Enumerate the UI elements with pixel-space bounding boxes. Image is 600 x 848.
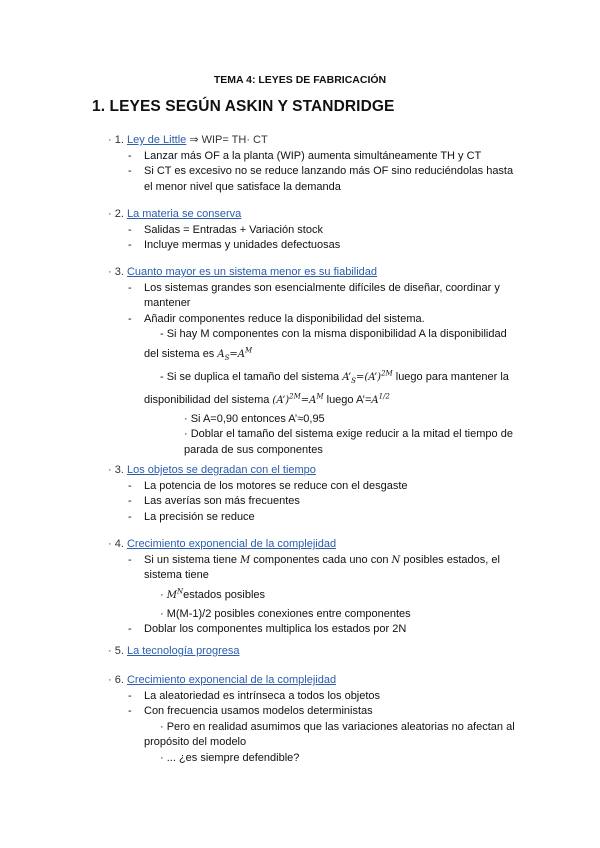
list-item: - Lanzar más OF a la planta (WIP) aumenta simultáneamente TH y CT bbox=[108, 149, 528, 165]
law-link[interactable]: Crecimiento exponencial de la complejidad bbox=[126, 538, 337, 550]
list-item: - Si un sistema tiene M componentes cada uno con N posibles estados, el bbox=[108, 553, 528, 569]
law-heading: · 4. Crecimiento exponencial de la complejidad bbox=[108, 538, 337, 550]
law-heading: · 1. Ley de Little ⇒ WIP= TH· CT bbox=[108, 134, 268, 146]
law-conservation bbox=[108, 207, 528, 254]
list-item-continued: sistema tiene bbox=[144, 569, 209, 581]
sub-item-continued: del sistema es $A_S=A^M$ bbox=[144, 346, 253, 362]
law-heading: · 2. La materia se conserva bbox=[108, 208, 242, 220]
list-item: - Las averías son más frecuentes bbox=[108, 494, 528, 510]
law-link[interactable]: La tecnología progresa bbox=[126, 645, 240, 657]
section-heading: 1. LEYES SEGÚN ASKIN Y STANDRIDGE bbox=[92, 98, 395, 115]
sub-item: - Si hay M componentes con la misma disponibilidad A la disponibilidad bbox=[160, 328, 507, 340]
list-item: - Los sistemas grandes son esencialmente difíciles de diseñar, coordinar y bbox=[108, 281, 528, 297]
list-item: - Añadir componentes reduce la disponibilidad del sistema. bbox=[108, 312, 528, 328]
sub-item: · M(M-1)/2 posibles conexiones entre componentes bbox=[160, 607, 411, 620]
law-technology bbox=[108, 644, 528, 660]
law-reliability bbox=[108, 265, 528, 458]
list-item: - La precisión se reduce bbox=[108, 510, 528, 526]
sub-item-continued: propósito del modelo bbox=[144, 736, 247, 748]
law-link[interactable]: Cuanto mayor es un sistema menor es su fiabilidad bbox=[126, 266, 378, 278]
document-title: TEMA 4: LEYES DE FABRICACIÓN bbox=[213, 74, 387, 86]
list-item: - Incluye mermas y unidades defectuosas bbox=[108, 238, 528, 254]
symbol-n: N bbox=[391, 554, 401, 566]
law-link[interactable]: La materia se conserva bbox=[126, 208, 242, 220]
list-item-continued: mantener bbox=[144, 297, 191, 309]
sub-item: · $M^Nestados$ posibles bbox=[160, 587, 266, 601]
law-little bbox=[108, 133, 528, 195]
sub-item: · Pero en realidad asumimos que las variaciones aleatorias no afectan al bbox=[160, 720, 515, 733]
law-link[interactable]: Ley de Little bbox=[126, 134, 187, 146]
law-heading: · 5. La tecnología progresa bbox=[108, 645, 240, 657]
law-heading: · 3. Cuanto mayor es un sistema menor es su fiabilidad bbox=[108, 266, 378, 278]
sub-sub-item-continued: parada de sus componentes bbox=[184, 443, 323, 456]
sub-sub-item: · Doblar el tamaño del sistema exige reducir a la mitad el tiempo de bbox=[184, 428, 513, 440]
sub-item: · ... ¿es siempre defendible? bbox=[160, 751, 300, 764]
law-heading: · 3. Los objetos se degradan con el tiempo bbox=[108, 464, 316, 476]
law-randomness bbox=[108, 673, 528, 766]
list-item-continued: el menor nivel que satisface la demanda bbox=[144, 180, 341, 193]
list-item: - Si CT es excesivo no se reduce lanzando más OF sino reduciéndolas hasta bbox=[108, 164, 528, 180]
list-item: - Salidas = Entradas + Variación stock bbox=[108, 223, 528, 239]
formula-sqrt: $A^{1/2}$ bbox=[371, 392, 390, 406]
law-degradation bbox=[108, 463, 528, 525]
formula-as-dup: $A’_S=(A’)^{2M}$ bbox=[342, 369, 393, 385]
sub-sub-item: · Si A=0,90 entonces A’≈0,95 bbox=[184, 412, 325, 425]
list-item: - La aleatoriedad es intrínseca a todos los objetos bbox=[108, 689, 528, 705]
list-item: - Doblar los componentes multiplica los estados por 2N bbox=[108, 622, 528, 638]
formula-as: $A_S=A^M$ bbox=[217, 346, 253, 362]
law-complexity bbox=[108, 537, 528, 638]
formula-equal: $(A’)^{2M}=A^M$ bbox=[272, 392, 324, 406]
sub-item-continued: disponibilidad del sistema $(A’)^{2M}=A^M$ luego $A’=A^{1/2}$ bbox=[144, 392, 390, 406]
symbol-m: M bbox=[240, 554, 251, 566]
law-link[interactable]: Crecimiento exponencial de la complejidad bbox=[126, 674, 337, 686]
formula-mn: $M^N$ bbox=[166, 587, 184, 601]
law-heading: · 6. Crecimiento exponencial de la complejidad bbox=[108, 674, 337, 686]
list-item: - Con frecuencia usamos modelos deterministas bbox=[108, 704, 528, 720]
list-item: - La potencia de los motores se reduce con el desgaste bbox=[108, 479, 528, 495]
law-link[interactable]: Los objetos se degradan con el tiempo bbox=[126, 464, 316, 476]
sub-item: - Si se duplica el tamaño del sistema $A’_S=(A’)^{2M}$ luego para mantener la bbox=[160, 369, 509, 385]
